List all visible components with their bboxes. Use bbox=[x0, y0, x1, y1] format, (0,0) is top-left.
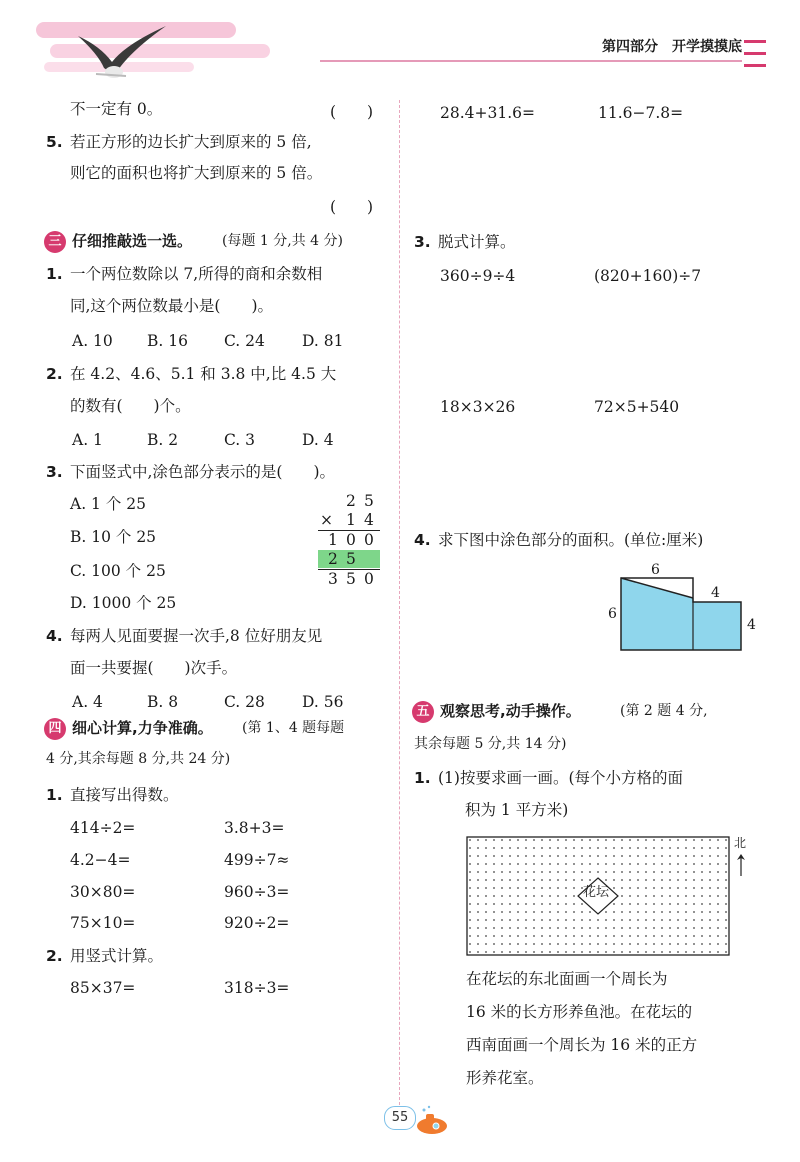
dimension-label: 6 bbox=[608, 606, 617, 622]
question-text: 求下图中涂色部分的面积。(单位:厘米) bbox=[438, 531, 704, 549]
section-score: (第 2 题 4 分, bbox=[620, 703, 708, 719]
banner-band-1 bbox=[36, 22, 236, 38]
digit: 5 bbox=[346, 570, 356, 588]
question-text: 用竖式计算。 bbox=[70, 947, 164, 965]
header-part: 第四部分 bbox=[602, 39, 658, 55]
digit: 2 bbox=[346, 492, 356, 510]
choice-option[interactable]: A. 1 bbox=[72, 431, 103, 449]
choice-option[interactable]: C. 3 bbox=[224, 431, 256, 449]
question-text: 同,这个两位数最小是( )。 bbox=[70, 297, 274, 315]
choice-option[interactable]: D. 81 bbox=[302, 332, 344, 350]
digit: 2 bbox=[328, 550, 338, 568]
digit: 5 bbox=[364, 492, 374, 510]
question-text: 脱式计算。 bbox=[438, 233, 516, 251]
question-text: 16 米的长方形养鱼池。在花坛的 bbox=[466, 1003, 693, 1021]
question-text: 面一共要握( )次手。 bbox=[70, 659, 238, 677]
question-text: 若正方形的边长扩大到原来的 5 倍, bbox=[70, 133, 312, 151]
shaded-region bbox=[621, 578, 741, 650]
question-number: 2. bbox=[46, 365, 63, 383]
dimension-label: 4 bbox=[747, 617, 756, 633]
question-text: 在花坛的东北面画一个周长为 bbox=[466, 970, 668, 988]
carry-line: 不一定有 0。 bbox=[70, 100, 163, 118]
section-title: 仔细推敲选一选。 bbox=[72, 232, 193, 250]
choice-option[interactable]: A. 10 bbox=[72, 332, 113, 350]
calc-item: 3.8+3= bbox=[224, 819, 285, 837]
choice-option[interactable]: B. 10 个 25 bbox=[70, 528, 157, 546]
calc-item: 72×5+540 bbox=[594, 398, 680, 416]
question-text: 每两人见面要握一次手,8 位好朋友见 bbox=[70, 627, 323, 645]
page-number: 55 bbox=[384, 1106, 416, 1130]
header-rule bbox=[320, 60, 742, 62]
question-number: 3. bbox=[46, 463, 63, 481]
calc-item: 28.4+31.6= bbox=[440, 104, 535, 122]
calc-item: 75×10= bbox=[70, 914, 136, 932]
calc-item: 414÷2= bbox=[70, 819, 136, 837]
question-number: 2. bbox=[46, 947, 63, 965]
question-number: 3. bbox=[414, 233, 431, 251]
question-text: 的数有( )个。 bbox=[70, 397, 191, 415]
column-divider bbox=[399, 100, 400, 1105]
calc-item: 920÷2= bbox=[224, 914, 290, 932]
calc-item: 318÷3= bbox=[224, 979, 290, 997]
question-number: 4. bbox=[46, 627, 63, 645]
calc-item: 360÷9÷4 bbox=[440, 267, 516, 285]
north-arrow-icon bbox=[736, 852, 746, 878]
choice-option[interactable]: C. 28 bbox=[224, 693, 265, 711]
answer-paren[interactable]: ( ) bbox=[330, 198, 374, 216]
question-text: 在 4.2、4.6、5.1 和 3.8 中,比 4.5 大 bbox=[70, 365, 337, 383]
question-number: 1. bbox=[46, 265, 63, 283]
section-score: (第 1、4 题每题 bbox=[242, 720, 345, 736]
header-title bbox=[602, 36, 742, 56]
dimension-label: 6 bbox=[651, 562, 660, 578]
question-text: 下面竖式中,涂色部分表示的是( )。 bbox=[70, 463, 336, 481]
question-text: 积为 1 平方米) bbox=[465, 801, 569, 819]
header-corner-mark bbox=[744, 40, 766, 67]
section-badge: 三 bbox=[44, 231, 66, 253]
flowerbed-label: 花坛 bbox=[583, 885, 610, 900]
choice-option[interactable]: C. 24 bbox=[224, 332, 265, 350]
digit: 0 bbox=[364, 570, 374, 588]
section-badge: 五 bbox=[412, 701, 434, 723]
choice-option[interactable]: B. 8 bbox=[147, 693, 179, 711]
question-number: 5. bbox=[46, 133, 63, 151]
digit: 1 bbox=[346, 511, 356, 529]
choice-option[interactable]: A. 4 bbox=[72, 693, 103, 711]
calc-item: 11.6−7.8= bbox=[598, 104, 684, 122]
digit: 0 bbox=[364, 531, 374, 549]
banner-band-2 bbox=[50, 44, 270, 58]
calc-item: 18×3×26 bbox=[440, 398, 516, 416]
header-title-text: 开学摸摸底 bbox=[672, 39, 742, 55]
digit: 3 bbox=[328, 570, 338, 588]
choice-option[interactable]: B. 16 bbox=[147, 332, 188, 350]
question-text: (1)按要求画一画。(每个小方格的面 bbox=[438, 769, 684, 787]
calc-item: 30×80= bbox=[70, 883, 136, 901]
question-text: 则它的面积也将扩大到原来的 5 倍。 bbox=[70, 164, 323, 182]
calc-item: 960÷3= bbox=[224, 883, 290, 901]
digit: 0 bbox=[346, 531, 356, 549]
question-text: 形养花室。 bbox=[466, 1069, 544, 1087]
question-number: 1. bbox=[46, 786, 63, 804]
area-figure bbox=[600, 560, 770, 660]
section-score: 其余每题 5 分,共 14 分) bbox=[414, 736, 567, 752]
north-label: 北 bbox=[734, 836, 747, 850]
section-score: (每题 1 分,共 4 分) bbox=[222, 233, 343, 249]
section-title: 细心计算,力争准确。 bbox=[72, 719, 213, 737]
vertical-multiplication bbox=[318, 490, 382, 590]
choice-option[interactable]: C. 100 个 25 bbox=[70, 562, 166, 580]
calc-item: 4.2−4= bbox=[70, 851, 131, 869]
choice-option[interactable]: A. 1 个 25 bbox=[70, 495, 146, 513]
question-number: 4. bbox=[414, 531, 431, 549]
choice-option[interactable]: D. 4 bbox=[302, 431, 334, 449]
digit: 4 bbox=[364, 511, 374, 529]
question-text: 一个两位数除以 7,所得的商和余数相 bbox=[70, 265, 323, 283]
submarine-icon bbox=[412, 1104, 452, 1138]
question-text: 直接写出得数。 bbox=[70, 786, 179, 804]
calc-item: (820+160)÷7 bbox=[594, 267, 702, 285]
digit: 1 bbox=[328, 531, 338, 549]
dimension-label: 4 bbox=[711, 585, 720, 601]
section-title: 观察思考,动手操作。 bbox=[440, 702, 581, 720]
choice-option[interactable]: D. 56 bbox=[302, 693, 344, 711]
question-number: 1. bbox=[414, 769, 431, 787]
question-text: 西南面画一个周长为 16 米的正方 bbox=[466, 1036, 698, 1054]
answer-paren[interactable]: ( ) bbox=[330, 103, 374, 121]
digit: 5 bbox=[346, 550, 356, 568]
calc-item: 85×37= bbox=[70, 979, 136, 997]
section-badge: 四 bbox=[44, 718, 66, 740]
choice-option[interactable]: D. 1000 个 25 bbox=[70, 594, 177, 612]
choice-option[interactable]: B. 2 bbox=[147, 431, 179, 449]
multiply-sign: × bbox=[320, 511, 333, 529]
section-score: 4 分,其余每题 8 分,共 24 分) bbox=[46, 751, 231, 767]
calc-item: 499÷7≈ bbox=[224, 851, 290, 869]
